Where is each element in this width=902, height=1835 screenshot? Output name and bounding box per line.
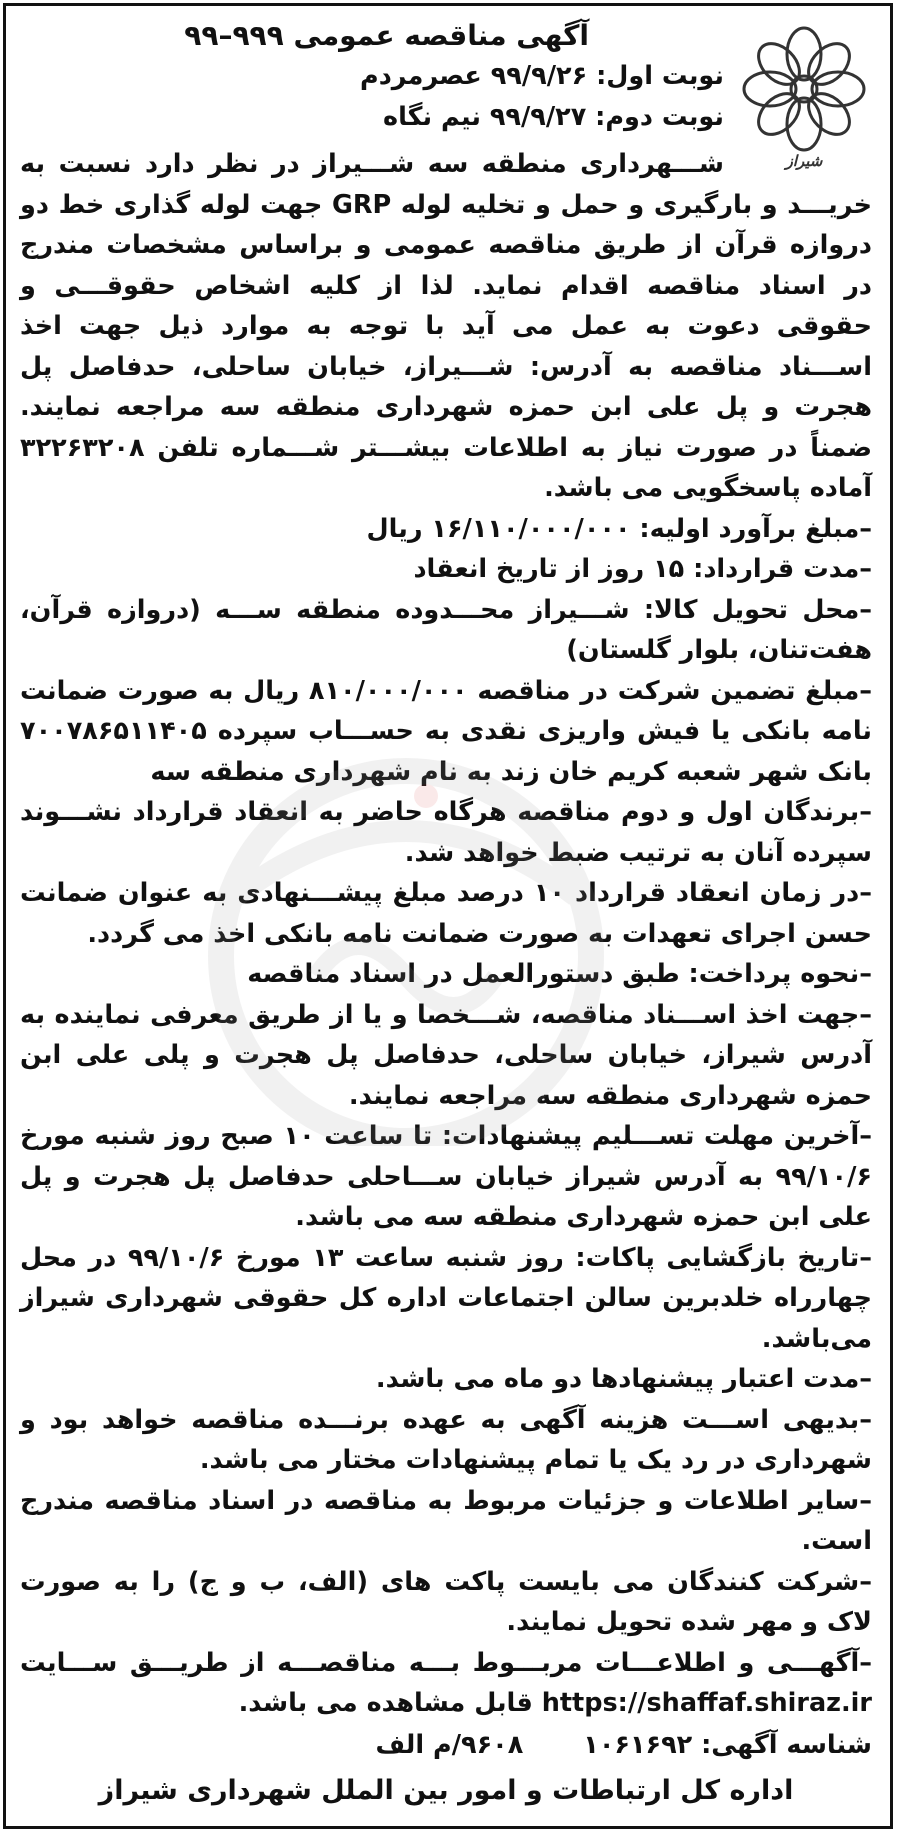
intro-text-part1: شـــهرداری منطقه سه شـــیراز در نظر دارد نسبت به خریـــد و بارگیری و حمل و تخلیه لوله — [20, 149, 872, 220]
header-lines — [20, 16, 724, 138]
site-notice-suffix: قابل مشاهده می باشد. — [238, 1688, 533, 1718]
notice-frame — [3, 3, 893, 1829]
item-obtain-documents: –جهت اخذ اســـناد مناقصه، شـــخصا و یا از طریق معرفی نماینده به آدرس شیراز، خیابان ساحلی، حدفاصل پل هجرت و پلی علی ابن حمزه شهرداری منطقه سه مراجعه نمایند. — [20, 999, 872, 1111]
ad-reference: ۹۶۰۸/م الف — [375, 1729, 524, 1760]
item-ad-cost: –بدیهی اســـت هزینه آگهی به عهده برنـــده مناقصه خواهد بود و شهرداری در رد یک یا تمام پیشنهادات مختار می باشد. — [20, 1404, 872, 1475]
item-estimate: –مبلغ برآورد اولیه: ۱۶/۱۱۰/۰۰۰/۰۰۰ ریال — [366, 513, 872, 544]
ad-codes — [20, 1724, 872, 1766]
item-other-info: –سایر اطلاعات و جزئیات مربوط به مناقصه در اسناد مناقصه مندرج است. — [20, 1485, 872, 1556]
intro-text-part2: جهت لوله گذاری خط دو دروازه قرآن از طریق مناقصه عمومی و براساس مشخصات مندرج در اسناد مناقصه اقدام نماید. لذا از کلیه اشخاص حقوقـــی و حقوقی دعوت به عمل می آید با توجه به موارد ذیل جهت اخذ اســـناد مناقصه به آدرس: شـــیراز، خیابان ساحلی، حدفاصل پل هجرت و پل علی ابن حمزه شهرداری منطقه سه مراجعه نمایند. ضمناً در صورت نیاز به اطلاعات بیشـــتر شـــماره تلفن ۳۲۲۶۳۲۰۸ آماده پاسخگویی می باشد. — [20, 189, 872, 503]
notice-header — [20, 16, 872, 170]
site-url-link[interactable]: https://shaffaf.shiraz.ir — [541, 1688, 872, 1718]
item-delivery-location: –محل تحویل کالا: شـــیراز محـــدوده منطقه ســـه (دروازه قرآن، هفت‌تنان، بلوار گلستان) — [20, 594, 872, 665]
logo-caption: شیراز — [785, 152, 823, 170]
item-opening-date: –تاریخ بازگشایی پاکات: روز شنبه ساعت ۱۳ مورخ ۹۹/۱۰/۶ در محل چهارراه خلدبرین سالن اجتماعات اداره کل حقوقی شهرداری شیراز می‌باشد. — [20, 1242, 873, 1354]
notice-body — [6, 6, 890, 1814]
item-winners: –برندگان اول و دوم مناقصه هرگاه حاضر به انعقاد قرارداد نشـــوند سپرده آنان به ترتیب ضبط خواهد شد. — [20, 797, 872, 868]
round-one: نوبت اول: ۹۹/۹/۲۶ عصرمردم — [360, 61, 724, 91]
item-envelopes: –شرکت کنندگان می بایست پاکت های (الف، ب و ج) را به صورت لاک و مهر شده تحویل نمایند. — [20, 1566, 872, 1637]
site-notice-text: –آگهـــی و اطلاعـــات مربـــوط بـــه مناقصـــه از طریـــق ســـایت — [20, 1647, 872, 1678]
item-performance-bond: –در زمان انعقاد قرارداد ۱۰ درصد مبلغ پیشـــنهادی به عنوان ضمانت حسن اجرای تعهدات به صورت ضمانت نامه بانکی اخذ می گردد. — [20, 878, 873, 949]
pipe-type: GRP — [331, 189, 392, 220]
item-duration: –مدت قرارداد: ۱۵ روز از تاریخ انعقاد — [413, 554, 872, 584]
item-validity: –مدت اعتبار پیشنهادها دو ماه می باشد. — [375, 1364, 872, 1394]
round-two: نوبت دوم: ۹۹/۹/۲۷ نیم نگاه — [383, 102, 724, 132]
ad-id: شناسه آگهی: ۱۰۶۱۶۹۲ — [583, 1729, 872, 1760]
issuer-footer: اداره کل ارتباطات و امور بین الملل شهرداری شیراز — [98, 1774, 794, 1806]
item-guarantee: –مبلغ تضمین شرکت در مناقصه ۸۱۰/۰۰۰/۰۰۰ ریال به صورت ضمانت نامه بانکی یا فیش واریزی نقدی به حســـاب سپرده ۷۰۰۷۸۶۵۱۱۴۰۵ بانک شهر شعبه کریم خان زند به نام شهرداری منطقه سه — [20, 675, 872, 787]
intro-paragraph — [20, 144, 872, 509]
item-deadline: –آخرین مهلت تســـلیم پیشنهادات: تا ساعت ۱۰ صبح روز شنبه مورخ ۹۹/۱۰/۶ به آدرس شیراز خیابان ســـاحلی حدفاصل پل هجرت و پل علی ابن حمزه شهرداری منطقه سه می باشد. — [20, 1121, 873, 1232]
site-notice — [20, 1643, 872, 1724]
item-payment: –نحوه پرداخت: طبق دستورالعمل در اسناد مناقصه — [247, 959, 872, 989]
municipality-flower-logo-icon — [738, 24, 870, 174]
notice-title: آگهی مناقصه عمومی ۹۹۹–۹۹ — [184, 19, 589, 52]
